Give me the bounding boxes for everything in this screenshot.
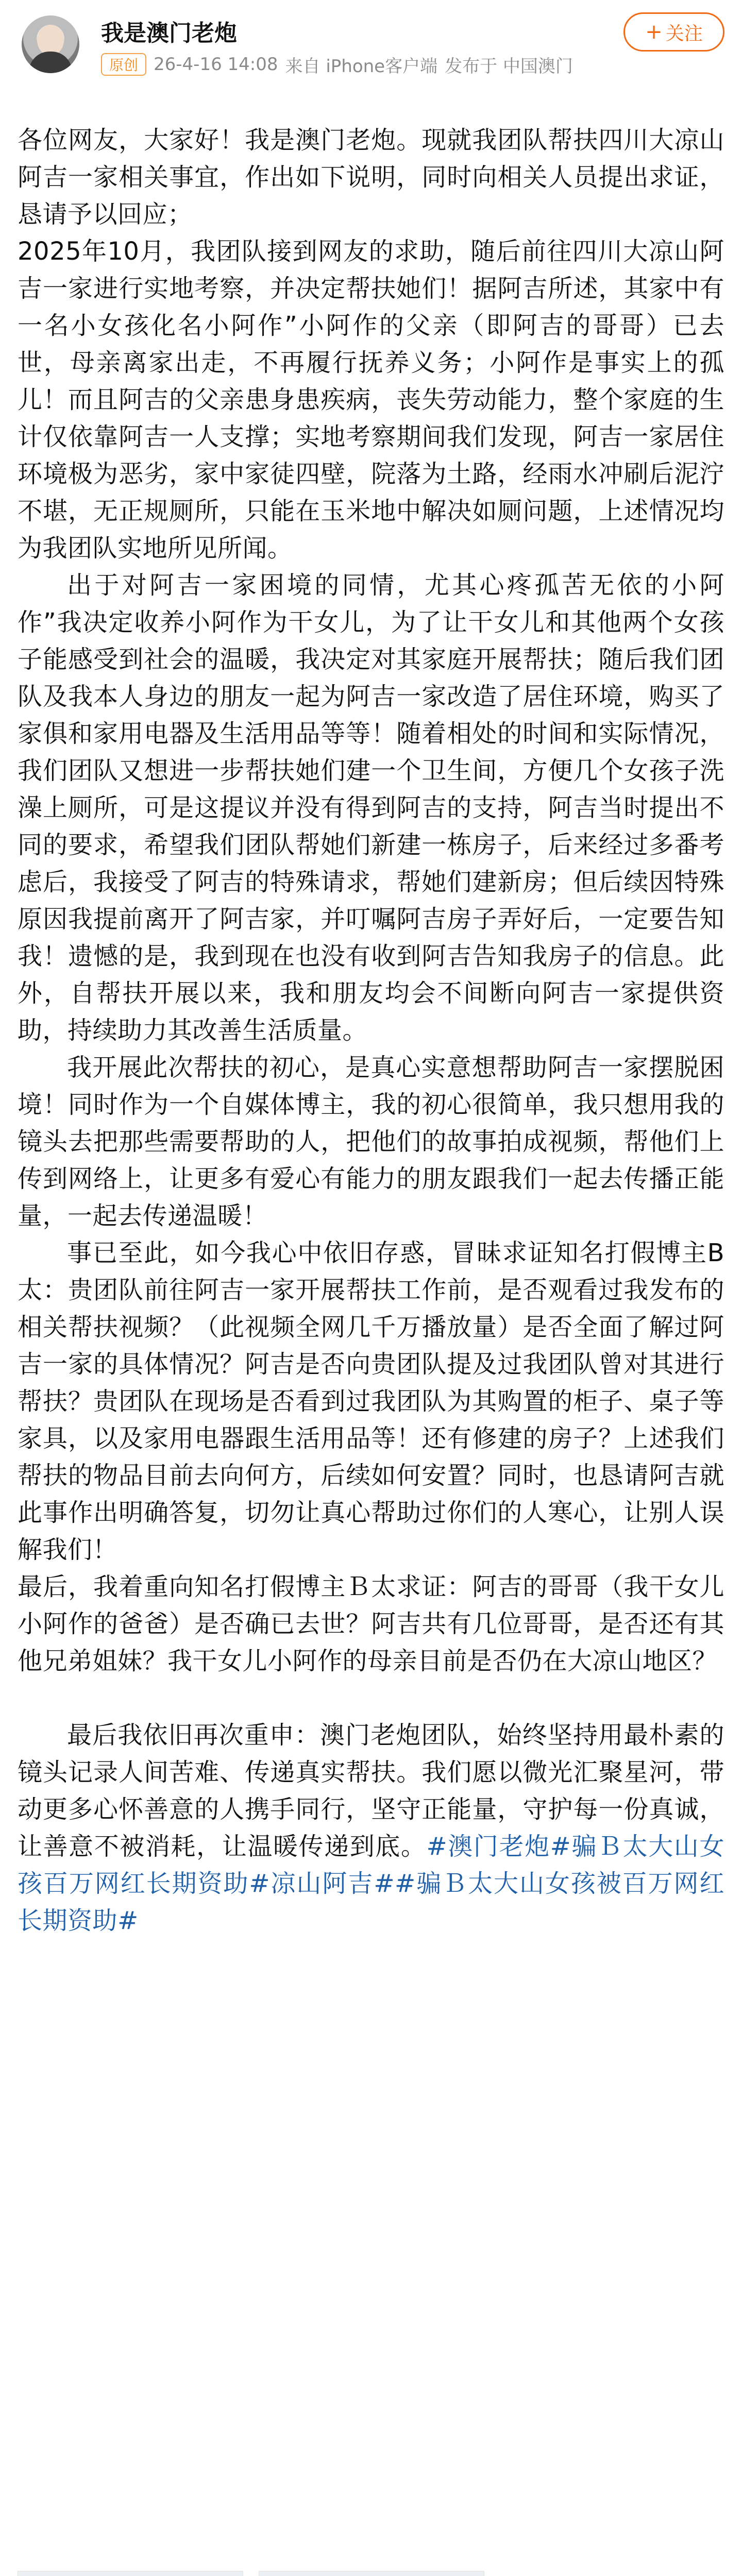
plus-icon: + xyxy=(645,20,663,44)
avatar-face xyxy=(37,25,64,56)
chat-screenshot-2[interactable] xyxy=(259,2571,484,2576)
paragraph-gap xyxy=(18,1680,724,1717)
image-grid xyxy=(18,2571,724,2576)
post-header xyxy=(0,0,742,87)
username[interactable]: 我是澳门老炮 xyxy=(101,20,237,46)
hashtag-laopao[interactable]: #澳门老炮# xyxy=(426,1832,571,1861)
follow-button[interactable] xyxy=(623,12,724,52)
follow-label: 关注 xyxy=(665,23,703,44)
paragraph-help: 出于对阿吉一家困境的同情，尤其心疼孤苦无依的小阿作”我决定收养小阿作为干女儿，为了让干女儿和其他两个女孩子能感受到社会的温暖，我决定对其家庭开展帮扶；随后我们团队及我本人身边的朋友一起为阿吉一家改造了居住环境，购买了家俱和家用电器及生活用品等等！随着相处的时间和实际情况，我们团队又想进一步帮扶她们建一个卫生间，方便几个女孩子洗澡上厕所，可是这提议并没有得到阿吉的支持，阿吉当时提出不同的要求，希望我们团队帮她们新建一栋房子，后来经过多番考虑后，我接受了阿吉的特殊请求，帮她们建新房；但后续因特殊原因我提前离开了阿吉家，并叮嘱阿吉房子弄好后，一定要告知我！遗憾的是，我到现在也没有收到阿吉告知我房子的信息。此外，自帮扶开展以来，我和朋友均会不间断向阿吉一家提供资助，持续助力其改善生活质量。 xyxy=(18,571,724,1045)
paragraph-intention: 我开展此次帮扶的初心，是真心实意想帮助阿吉一家摆脱困境！同时作为一个自媒体博主，我的初心很简单，我只想用我的镜头去把那些需要帮助的人，把他们的故事拍成视频，帮他们上传到网络上，让更多有爱心有能力的朋友跟我们一起去传播正能量，一起去传递温暖！ xyxy=(18,1053,724,1230)
post-body xyxy=(18,122,724,1939)
hashtag-pian-btai[interactable]: 骗Ｂ太大山女孩百万网红长期资助 xyxy=(18,1832,724,1898)
paragraph-intro: 各位网友，大家好！我是澳门老炮。现就我团队帮扶四川大凉山阿吉一家相关事宜，作出如下说明，同时向相关人员提出求证，恳请予以回应； xyxy=(18,126,724,229)
post-date: 26-4-16 14:08 xyxy=(154,54,278,75)
paragraph-background: 2025年10月，我团队接到网友的求助，随后前往四川大凉山阿吉一家进行实地考察，并决定帮扶她们！据阿吉所述，其家中有一名小女孩化名小阿作”小阿作的父亲（即阿吉的哥哥）已去世，母亲离家出走，不再履行抚养义务；小阿作是事实上的孤儿！而且阿吉的父亲患身患疾病，丧失劳动能力，整个家庭的生计仅依靠阿吉一人支撑；实地考察期间我们发现，阿吉一家居住环境极为恶劣，家中家徒四壁，院落为土路，经雨水冲刷后泥泞不堪，无正规厕所，只能在玉米地中解决如厕问题，上述情况均为我团队实地所见所闻。 xyxy=(18,237,724,563)
avatar[interactable] xyxy=(22,15,79,73)
paragraph-final-question: 最后，我着重向知名打假博主Ｂ太求证：阿吉的哥哥（我干女儿小阿作的爸爸）是否确已去世？阿吉共有几位哥哥，是否还有其他兄弟姐妹？我干女儿小阿作的母亲目前是否仍在大凉山地区？ xyxy=(18,1572,724,1675)
paragraph-closing xyxy=(18,1717,724,1939)
post-region: 发布于 中国澳门 xyxy=(445,56,573,77)
paragraph-question: 事已至此，如今我心中依旧存惑，冒昧求证知名打假博主B太：贵团队前往阿吉一家开展帮扶工作前，是否观看过我发布的相关帮扶视频？（此视频全网几千万播放量）是否全面了解过阿吉一家的具体情况？阿吉是否向贵团队提及过我团队曾对其进行帮扶？贵团队在现场是否看到过我团队为其购置的柜子、桌子等家具，以及家用电器跟生活用品等！还有修建的房子？上述我们帮扶的物品目前去向何方，后续如何安置？同时，也恳请阿吉就此事作出明确答复，切勿让真心帮助过你们的人寒心，让别人误解我们！ xyxy=(18,1239,724,1564)
original-badge: 原创 xyxy=(101,53,146,76)
chat-screenshot-1[interactable] xyxy=(18,2571,243,2576)
hashtag-pian-btai-full[interactable]: #骗Ｂ太大山女孩被百万网红长期资助# xyxy=(18,1869,724,1935)
avatar-body xyxy=(29,52,72,73)
closing-text: 最后我依旧再次重申：澳门老炮团队，始终坚持用最朴素的镜头记录人间苦难、传递真实帮扶。我们愿以微光汇聚星河，带动更多心怀善意的人携手同行，坚守正能量，守护每一份真诚，让善意不被消耗，让温暖传递到底。 xyxy=(18,1721,724,1861)
post-meta xyxy=(101,52,573,77)
post-source: 来自 iPhone客户端 xyxy=(285,56,438,77)
hashtag-liangshan-aji[interactable]: #凉山阿吉# xyxy=(249,1869,395,1898)
